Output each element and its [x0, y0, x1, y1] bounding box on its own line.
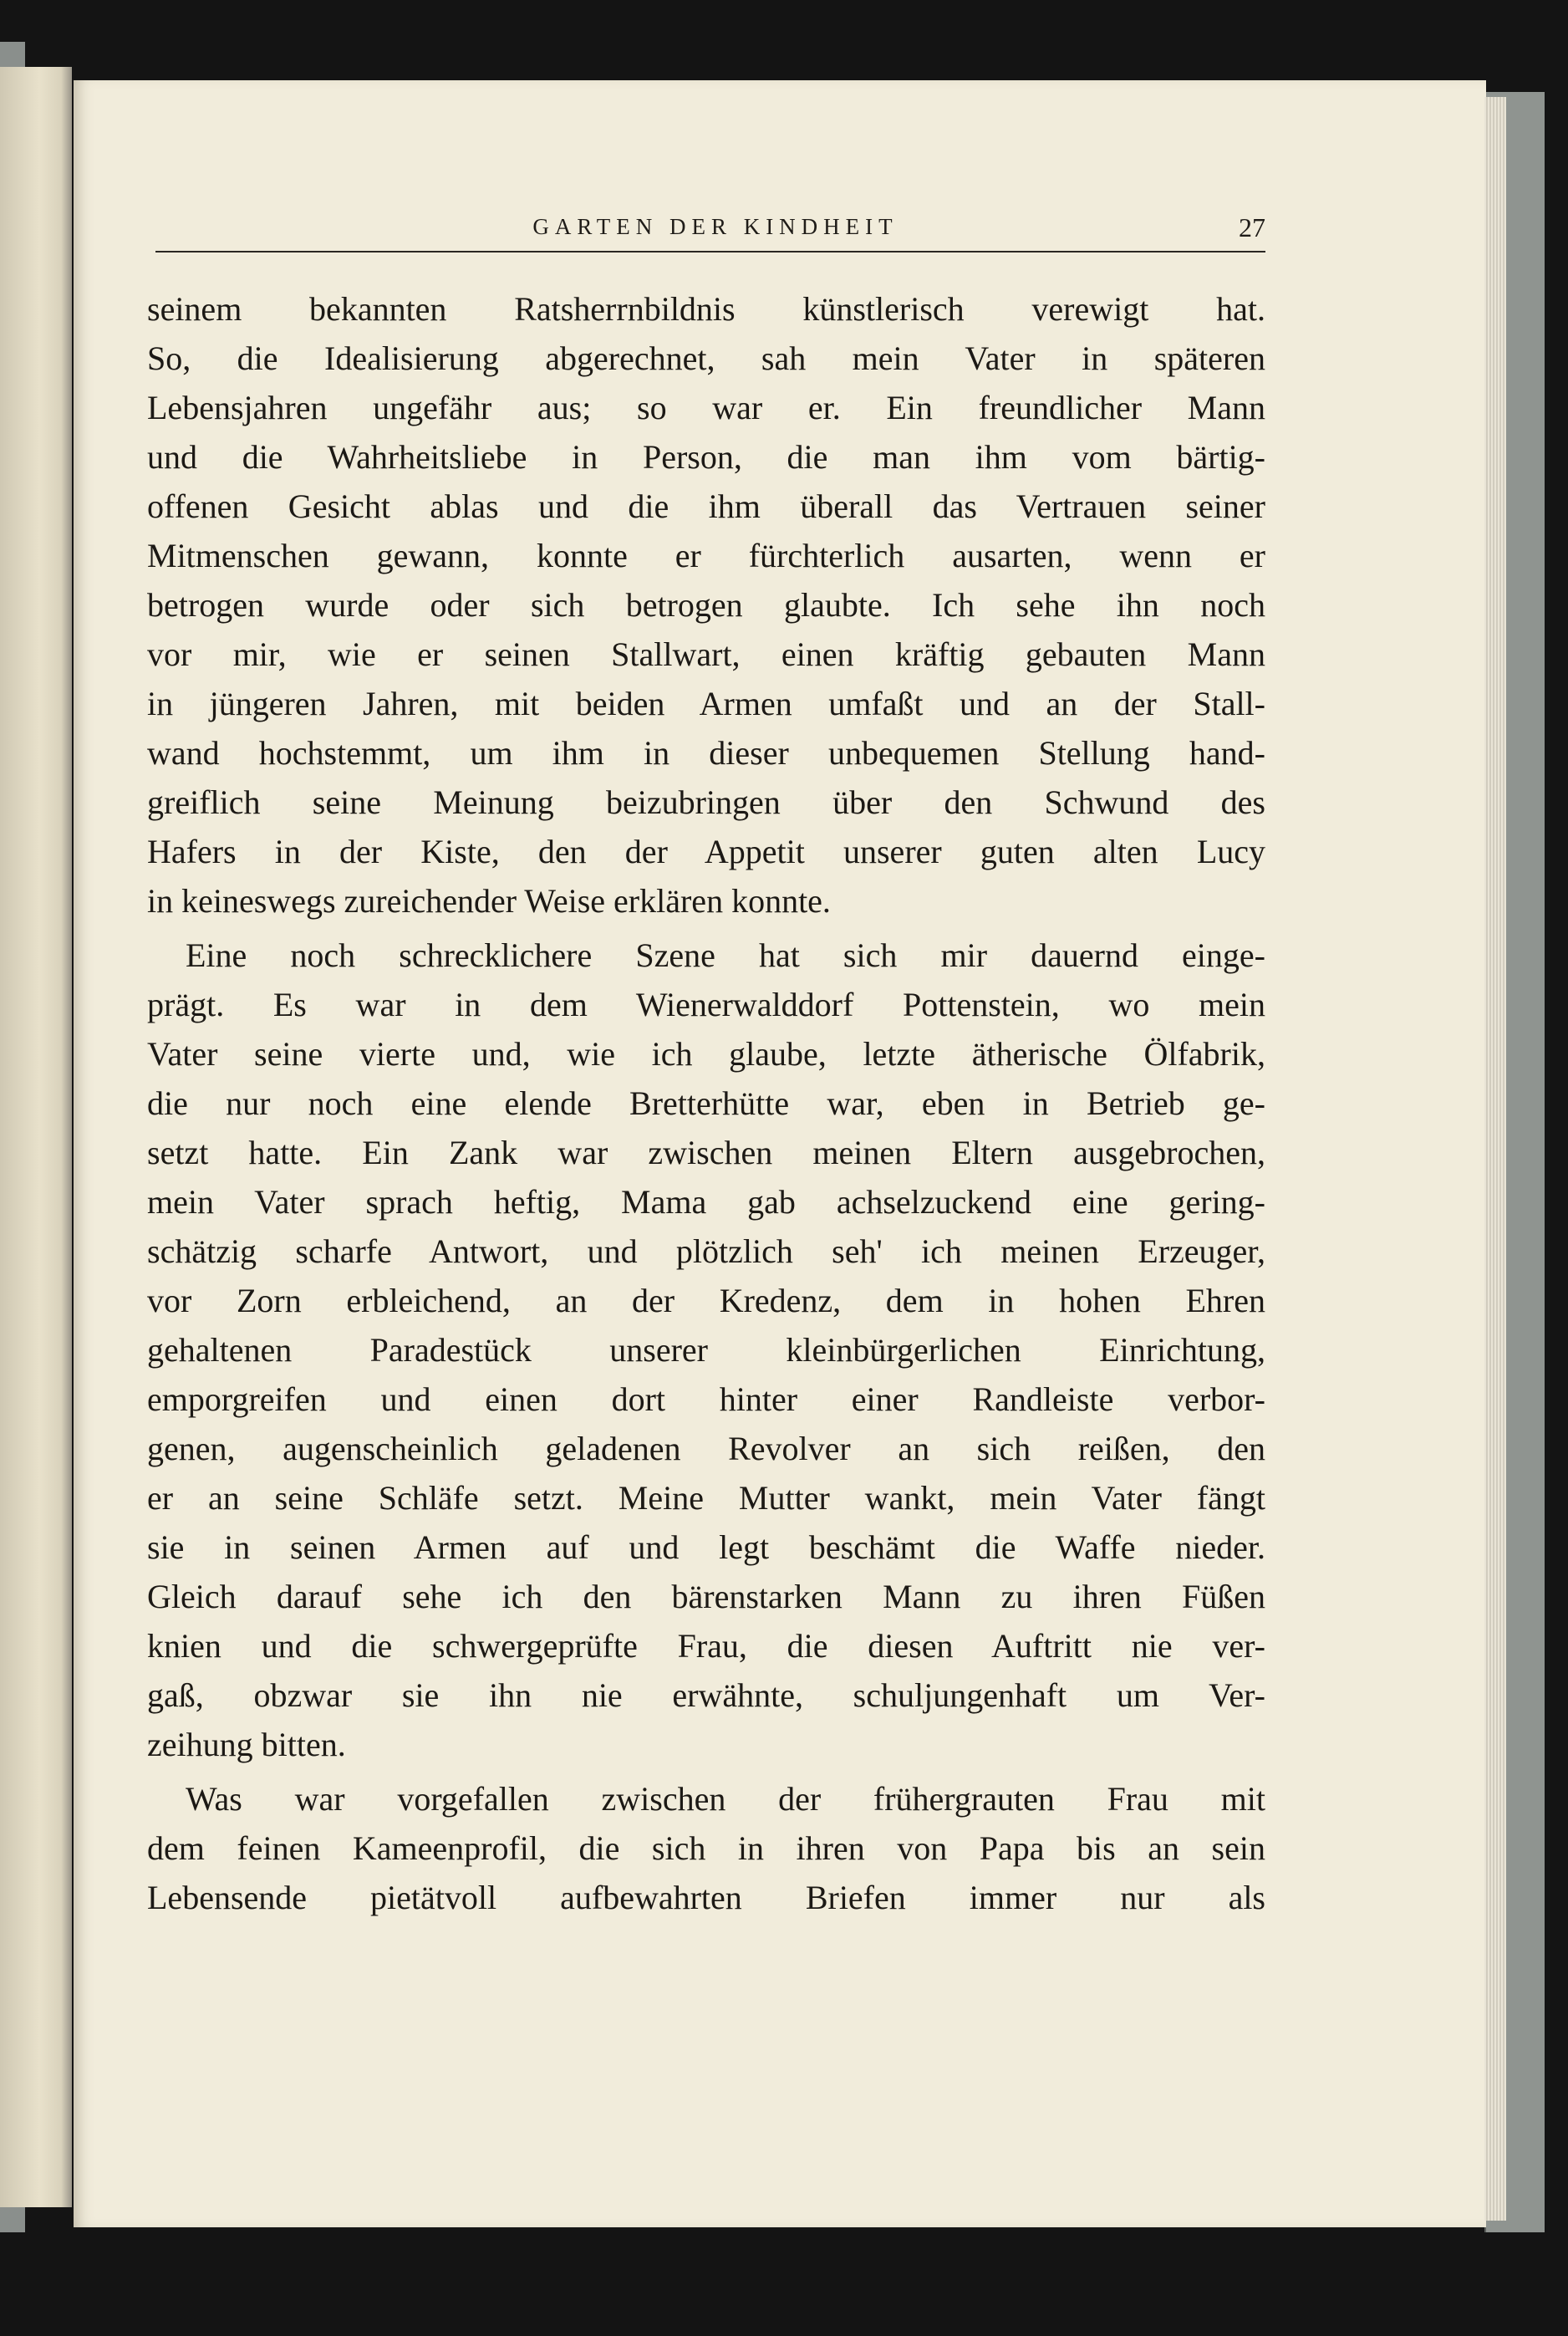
text-line: So, die Idealisierung abgerechnet, sah mein Vater in späteren — [147, 339, 1265, 377]
text-line: er an seine Schläfe setzt. Meine Mutter wankt, mein Vater fängt — [147, 1479, 1265, 1517]
header-rule — [155, 251, 1265, 252]
text-line: sie in seinen Armen auf und legt beschämt die Waffe nieder. — [147, 1528, 1265, 1566]
text-line: greiflich seine Meinung beizubringen über den Schwund des — [147, 783, 1265, 821]
text-line: Vater seine vierte und, wie ich glaube, letzte ätherische Ölfabrik, — [147, 1035, 1265, 1073]
text-line: zeihung bitten. — [147, 1726, 346, 1763]
text-line: prägt. Es war in dem Wienerwalddorf Pottenstein, wo mein — [147, 986, 1265, 1023]
text-line: die nur noch eine elende Bretterhütte war, eben in Betrieb ge- — [147, 1084, 1265, 1122]
page-number: 27 — [1239, 212, 1265, 242]
text-line: emporgreifen und einen dort hinter einer Randleiste verbor- — [147, 1380, 1265, 1418]
text-line: setzt hatte. Ein Zank war zwischen meinen Eltern ausgebrochen, — [147, 1134, 1265, 1171]
text-line: genen, augenscheinlich geladenen Revolver an sich reißen, den — [147, 1430, 1265, 1467]
text-line: Lebensjahren ungefähr aus; so war er. Ein freundlicher Mann — [147, 389, 1265, 426]
text-line: Mitmenschen gewann, konnte er fürchterlich ausarten, wenn er — [147, 537, 1265, 574]
text-line: Was war vorgefallen zwischen der frühergrauten Frau mit — [186, 1780, 1265, 1818]
running-header — [155, 207, 1265, 258]
text-line: vor Zorn erbleichend, an der Kredenz, dem in hohen Ehren — [147, 1282, 1265, 1319]
body-text — [147, 284, 1265, 1922]
text-line: wand hochstemmt, um ihm in dieser unbequemen Stellung hand- — [147, 734, 1265, 772]
facing-page-edge — [0, 67, 72, 2207]
text-line: gehaltenen Paradestück unserer kleinbürgerlichen Einrichtung, — [147, 1331, 1265, 1369]
page-stack-edge — [1484, 97, 1506, 2221]
text-line: knien und die schwergeprüfte Frau, die diesen Auftritt nie ver- — [147, 1627, 1265, 1665]
text-line: betrogen wurde oder sich betrogen glaubte. Ich sehe ihn noch — [147, 586, 1265, 624]
text-line: vor mir, wie er seinen Stallwart, einen kräftig gebauten Mann — [147, 635, 1265, 673]
text-line: in keineswegs zureichender Weise erklären konnte. — [147, 882, 831, 920]
text-line: schätzig scharfe Antwort, und plötzlich seh' ich meinen Erzeuger, — [147, 1232, 1265, 1270]
text-line: Hafers in der Kiste, den der Appetit unserer guten alten Lucy — [147, 833, 1265, 870]
text-line: Gleich darauf sehe ich den bärenstarken Mann zu ihren Füßen — [147, 1578, 1265, 1615]
text-line: offenen Gesicht ablas und die ihm überall das Vertrauen seiner — [147, 487, 1265, 525]
paragraph — [147, 284, 1265, 926]
text-line: und die Wahrheitsliebe in Person, die man ihm vom bärtig- — [147, 438, 1265, 476]
text-line: mein Vater sprach heftig, Mama gab achselzuckend eine gering- — [147, 1183, 1265, 1221]
paragraph — [147, 931, 1265, 1769]
text-line: seinem bekannten Ratsherrnbildnis künstlerisch verewigt hat. — [147, 290, 1265, 328]
paragraph — [147, 1774, 1265, 1922]
text-line: Eine noch schrecklichere Szene hat sich mir dauernd einge- — [186, 936, 1265, 974]
text-line: dem feinen Kameenprofil, die sich in ihren von Papa bis an sein — [147, 1829, 1265, 1867]
running-header-title: GARTEN DER KINDHEIT — [532, 214, 899, 239]
text-line: in jüngeren Jahren, mit beiden Armen umfaßt und an der Stall- — [147, 685, 1265, 722]
text-line: Lebensende pietätvoll aufbewahrten Briefen immer nur als — [147, 1879, 1265, 1916]
text-line: gaß, obzwar sie ihn nie erwähnte, schuljungenhaft um Ver- — [147, 1676, 1265, 1714]
